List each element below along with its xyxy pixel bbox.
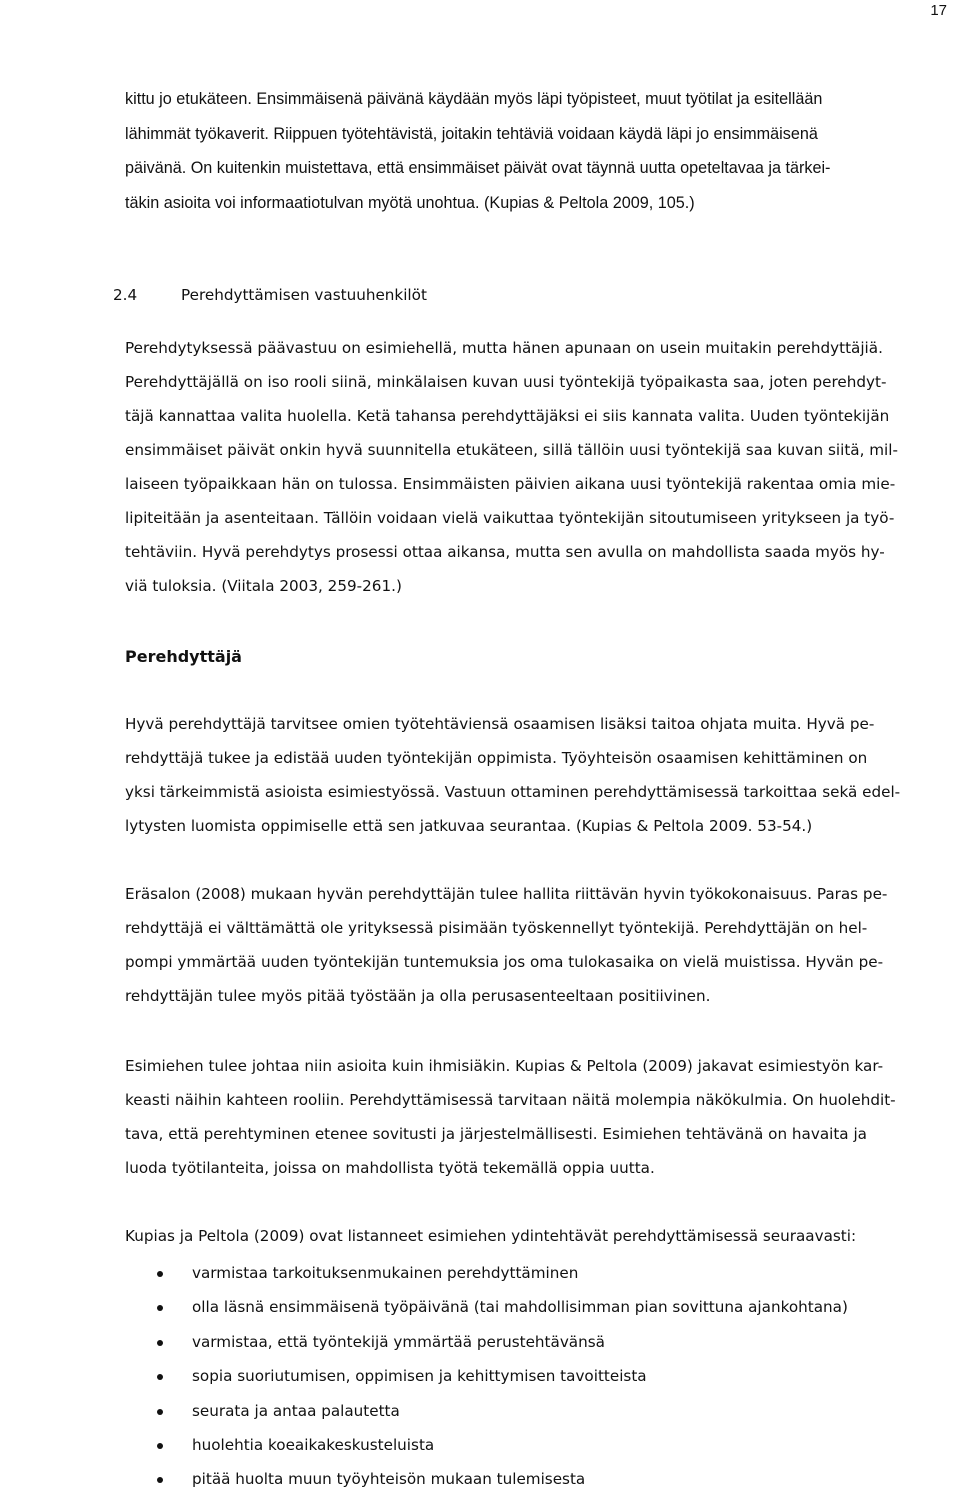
bullet-icon [157, 1477, 163, 1483]
paragraph-line: rehdyttäjä tukee ja edistää uuden työntekijän oppimista. Työyhteisön osaamisen kehittäminen on [125, 749, 868, 767]
bullet-icon [157, 1443, 163, 1449]
list-item-text: varmistaa, että työntekijä ymmärtää perustehtävänsä [192, 1332, 605, 1351]
list-item-text: olla läsnä ensimmäisenä työpäivänä (tai mahdollisimman pian sovittuna ajankohtana) [192, 1298, 848, 1317]
section-title: Perehdyttämisen vastuuhenkilöt [181, 286, 427, 304]
paragraph-line: lähimmät työkaverit. Riippuen työtehtävistä, joitakin tehtäviä voidaan käydä läpi jo ensimmäisenä [125, 124, 818, 143]
paragraph-line: päivänä. On kuitenkin muistettava, että ensimmäiset päivät ovat täynnä uutta opeteltavaa ja tärkei- [125, 159, 831, 177]
paragraph-line: täjä kannattaa valita huolella. Ketä tahansa perehdyttäjäksi ei siis kannata valita. Uuden työntekijän [125, 407, 890, 425]
paragraph-line: täkin asioita voi informaatiotulvan myötä unohtua. (Kupias & Peltola 2009, 105.) [125, 193, 695, 212]
paragraph-line: Hyvä perehdyttäjä tarvitsee omien työtehtäviensä osaamisen lisäksi taitoa ohjata muita. Hyvä pe- [125, 715, 875, 733]
paragraph [125, 1049, 951, 1185]
list-item-text: sopia suoriutumisen, oppimisen ja kehittymisen tavoitteista [192, 1367, 647, 1386]
list-item [125, 1290, 848, 1324]
paragraph-line: rehdyttäjä ei välttämättä ole yrityksessä pisimään työskennellyt työntekijä. Perehdyttäjän on hel- [125, 919, 868, 937]
list-item [125, 1428, 848, 1462]
paragraph-line: Esimiehen tulee johtaa niin asioita kuin ihmisiäkin. Kupias & Peltola (2009) jakavat esimiestyön kar- [125, 1057, 884, 1075]
paragraph-line: tehtäviin. Hyvä perehdytys prosessi ottaa aikansa, mutta sen avulla on mahdollista saada myös hy- [125, 543, 885, 561]
paragraph-line: keasti näihin kahteen rooliin. Perehdyttämisessä tarvitaan näitä molempia näkökulmia. On huolehdit- [125, 1091, 896, 1109]
paragraph-line: rehdyttäjän tulee myös pitää työstään ja olla perusasenteeltaan positiivinen. [125, 987, 711, 1005]
paragraph [125, 707, 951, 843]
list-item-text: varmistaa tarkoituksenmukainen perehdyttäminen [192, 1264, 579, 1282]
bullet-icon [157, 1409, 163, 1415]
paragraph [125, 877, 951, 1013]
list-item [125, 1359, 848, 1393]
paragraph-line: lytysten luomista oppimiselle että sen jatkuvaa seurantaa. (Kupias & Peltola 2009. 53-54.) [125, 817, 813, 835]
section-paragraph [125, 331, 951, 603]
paragraph-line: ensimmäiset päivät onkin hyvä suunnitella etukäteen, sillä tällöin uusi työntekijä saa kuvan siitä, mil- [125, 441, 898, 459]
list-item [125, 1394, 848, 1428]
paragraph-line: yksi tärkeimmistä asioista esimiestyössä. Vastuun ottaminen perehdyttämisessä tarkoittaa sekä edel- [125, 783, 901, 801]
paragraph-line: tava, että perehtyminen etenee sovitusti ja järjestelmällisesti. Esimiehen tehtävänä on havaita ja [125, 1125, 867, 1143]
paragraph-line: lipiteitään ja asenteitaan. Tällöin voidaan vielä vaikuttaa työntekijän sitoutumiseen yritykseen ja työ- [125, 509, 895, 527]
paragraph-line: Eräsalon (2008) mukaan hyvän perehdyttäjän tulee hallita riittävän hyvin työkokonaisuus. Paras pe- [125, 885, 888, 903]
list-item [125, 1256, 848, 1290]
paragraph-line: laiseen työpaikkaan hän on tulossa. Ensimmäisten päivien aikana uusi työntekijä rakentaa omia mie- [125, 475, 896, 493]
paragraph-line: pompi ymmärtää uuden työntekijän tuntemuksia jos oma tulokasaika on vielä muistissa. Hyvän pe- [125, 953, 884, 971]
paragraph-line: Perehdyttäjällä on iso rooli siinä, minkälaisen kuvan uusi työntekijä työpaikasta saa, joten perehdyt- [125, 373, 887, 391]
bullet-icon [157, 1340, 163, 1346]
paragraph-line: kittu jo etukäteen. Ensimmäisenä päivänä käydään myös läpi työpisteet, muut työtilat ja esitellään [125, 90, 823, 108]
list-item-text: seurata ja antaa palautetta [192, 1401, 400, 1420]
intro-paragraph [125, 82, 951, 220]
bullet-icon [157, 1271, 163, 1277]
paragraph-line: Kupias ja Peltola (2009) ovat listanneet esimiehen ydintehtävät perehdyttämisessä seuraavasti: [125, 1227, 857, 1245]
paragraph [125, 1219, 951, 1253]
paragraph-line: viä tuloksia. (Viitala 2003, 259-261.) [125, 577, 402, 595]
bullet-icon [157, 1374, 163, 1380]
paragraph-line: Perehdytyksessä päävastuu on esimiehellä, mutta hänen apunaan on usein muitakin perehdyttäjiä. [125, 339, 883, 357]
bullet-list [125, 1256, 848, 1497]
bullet-icon [157, 1305, 163, 1311]
list-item [125, 1462, 848, 1496]
page-number: 17 [930, 2, 947, 19]
list-item-text: huolehtia koeaikakeskusteluista [192, 1436, 435, 1455]
paragraph-line: luoda työtilanteita, joissa on mahdollista työtä tekemällä oppia uutta. [125, 1159, 655, 1177]
list-item [125, 1325, 848, 1359]
subheading: Perehdyttäjä [125, 647, 242, 666]
list-item-text: pitää huolta muun työyhteisön mukaan tulemisesta [192, 1470, 586, 1489]
section-number: 2.4 [113, 286, 138, 304]
